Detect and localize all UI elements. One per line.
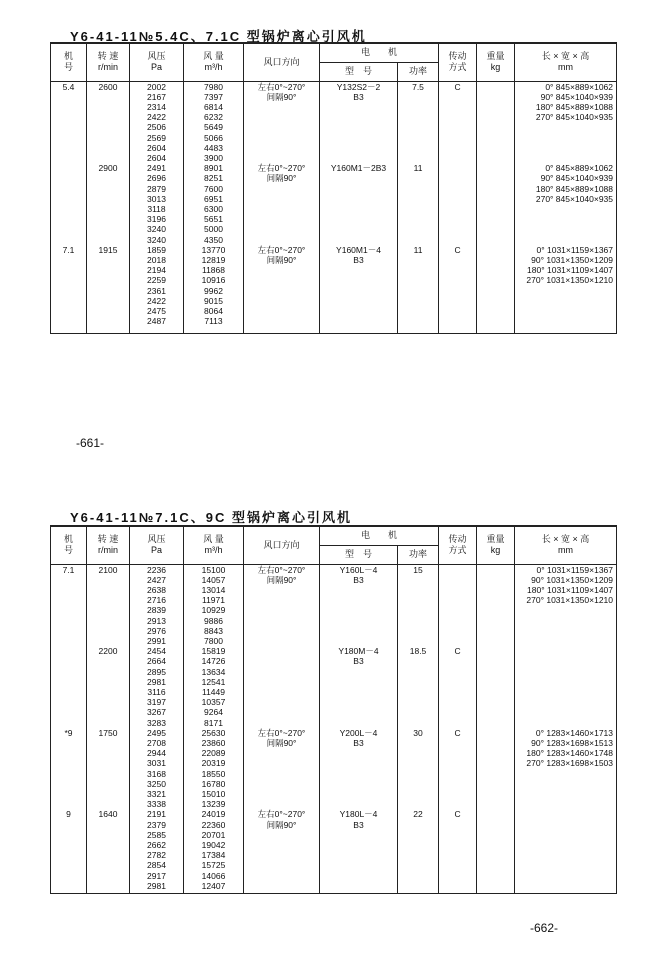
pressure-cell — [130, 809, 184, 894]
pressure-value: 2976 — [147, 625, 166, 636]
direction-cell — [244, 163, 320, 245]
pressure-value: 2839 — [147, 605, 166, 616]
pressure-value: 2895 — [147, 666, 166, 677]
drive-value: C — [454, 81, 461, 92]
motor-model: B3 — [353, 737, 364, 748]
pressure-value: 2604 — [147, 152, 166, 163]
pressure-value: 2422 — [147, 112, 166, 123]
pressure-value: 3283 — [147, 717, 166, 728]
flow-value: 7980 — [204, 81, 223, 92]
pressure-value: 2585 — [147, 829, 166, 840]
machine-no-cell — [51, 163, 87, 245]
pressure-value: 2981 — [147, 676, 166, 687]
flow-value: 4483 — [204, 142, 223, 153]
pressure-value: 2708 — [147, 737, 166, 748]
pressure-value: 2475 — [147, 305, 166, 316]
pressure-value: 2167 — [147, 91, 166, 102]
dims-value: 90° 845×1040×939 — [540, 91, 614, 102]
header-motor-model: 型 号 — [320, 62, 398, 81]
flow-value: 11971 — [201, 595, 225, 606]
dims-value: 270° 845×1040×935 — [535, 193, 614, 204]
motor-model-cell — [320, 564, 398, 646]
speed-cell — [87, 728, 130, 810]
pressure-value: 3250 — [147, 778, 166, 789]
dims-value: 180° 1283×1460×1748 — [526, 748, 614, 759]
dims-value: 270° 1031×1350×1210 — [526, 275, 614, 286]
motor-power-cell — [398, 245, 439, 334]
motor-power: 7.5 — [412, 81, 424, 92]
pressure-value: 2716 — [147, 595, 166, 606]
flow-cell — [184, 809, 244, 894]
pressure-value: 2236 — [147, 564, 166, 575]
pressure-value: 2314 — [147, 101, 166, 112]
pressure-cell — [130, 81, 184, 163]
direction-text: 间隔90° — [266, 91, 297, 102]
motor-power: 11 — [413, 163, 423, 174]
direction-text: 间隔90° — [266, 574, 297, 585]
table-row — [51, 245, 617, 334]
flow-value: 14057 — [201, 574, 226, 585]
pressure-value: 3116 — [147, 686, 166, 697]
motor-model: Y160M1－4 — [336, 244, 381, 255]
pressure-value: 3240 — [147, 224, 166, 235]
flow-value: 10357 — [201, 697, 226, 708]
header-weight: 重量 kg — [477, 43, 515, 81]
flow-value: 10916 — [201, 275, 226, 286]
pressure-value: 2002 — [147, 81, 166, 92]
header-direction: 风口方向 — [244, 43, 320, 81]
machine-no: 7.1 — [62, 244, 75, 255]
header-flow: 风 量 m³/h — [184, 526, 244, 564]
flow-value: 6232 — [204, 112, 223, 123]
dims-cell — [515, 809, 617, 894]
motor-model: Y180M－4 — [338, 646, 379, 657]
flow-value: 23860 — [201, 737, 226, 748]
pressure-value: 3240 — [147, 234, 166, 245]
speed-cell — [87, 163, 130, 245]
pressure-value: 2664 — [147, 656, 166, 667]
motor-power: 18.5 — [409, 646, 427, 657]
drive-cell — [439, 564, 477, 646]
dims-value: 0° 845×889×1062 — [545, 163, 614, 174]
flow-value: 13239 — [201, 799, 226, 810]
dims-value: 0° 1031×1159×1367 — [536, 244, 614, 255]
motor-model: B3 — [353, 91, 364, 102]
flow-value: 7113 — [204, 316, 223, 327]
direction-text: 间隔90° — [266, 254, 297, 265]
motor-model-cell — [320, 646, 398, 728]
pressure-value: 2454 — [147, 646, 166, 657]
motor-model: B3 — [353, 656, 364, 667]
motor-model-cell — [320, 245, 398, 334]
flow-value: 20319 — [201, 758, 226, 769]
page-number-662: -662- — [530, 921, 559, 935]
dims-value: 0° 1283×1460×1713 — [535, 727, 614, 738]
motor-power: 22 — [413, 809, 423, 820]
pressure-value: 2917 — [147, 870, 166, 881]
flow-value: 8064 — [204, 305, 223, 316]
flow-value: 9886 — [204, 615, 223, 626]
pressure-cell — [130, 728, 184, 810]
dims-cell — [515, 245, 617, 334]
table-row — [51, 728, 617, 810]
table1-title: Y6-41-11№5.4C、7.1C 型锅炉离心引风机 — [70, 29, 367, 44]
motor-model: Y160L－4 — [339, 564, 378, 575]
dims-cell — [515, 163, 617, 245]
direction-text: 左右0°~270° — [257, 163, 306, 174]
pressure-value: 2638 — [147, 584, 166, 595]
motor-model-cell — [320, 163, 398, 245]
drive-cell — [439, 646, 477, 728]
page-number-661: -661- — [76, 436, 105, 450]
motor-model: Y200L－4 — [339, 727, 378, 738]
motor-model-cell — [320, 81, 398, 163]
pressure-value: 2259 — [147, 275, 166, 286]
drive-value: C — [454, 244, 461, 255]
pressure-value: 2361 — [147, 285, 166, 296]
dims-value: 270° 845×1040×935 — [535, 112, 614, 123]
motor-power: 15 — [413, 564, 423, 575]
motor-model-cell — [320, 809, 398, 894]
dims-cell — [515, 646, 617, 728]
flow-value: 11868 — [201, 265, 225, 276]
direction-text: 左右0°~270° — [257, 81, 306, 92]
flow-cell — [184, 81, 244, 163]
flow-value: 4350 — [204, 234, 223, 245]
flow-value: 14066 — [201, 870, 226, 881]
table-row — [51, 809, 617, 894]
pressure-value: 2506 — [147, 122, 166, 133]
header-direction: 风口方向 — [244, 526, 320, 564]
dims-cell — [515, 564, 617, 646]
table-row — [51, 81, 617, 163]
flow-value: 13014 — [201, 584, 226, 595]
drive-cell — [439, 163, 477, 245]
dims-value: 90° 1031×1350×1209 — [531, 574, 614, 585]
table-row — [51, 564, 617, 646]
direction-cell — [244, 564, 320, 646]
weight-cell — [477, 646, 515, 728]
pressure-value: 2879 — [147, 183, 166, 194]
pressure-value: 2696 — [147, 173, 166, 184]
speed-value: 1915 — [98, 244, 118, 255]
flow-value: 5066 — [204, 132, 223, 143]
header-pressure: 风压 Pa — [130, 43, 184, 81]
pressure-value: 2422 — [147, 295, 166, 306]
flow-value: 11449 — [201, 686, 225, 697]
motor-power-cell — [398, 163, 439, 245]
flow-value: 17384 — [201, 850, 226, 861]
machine-no: 7.1 — [62, 564, 75, 575]
dims-value: 0° 845×889×1062 — [545, 81, 614, 92]
flow-value: 13770 — [201, 244, 226, 255]
dims-value: 0° 1031×1159×1367 — [536, 564, 614, 575]
pressure-value: 1859 — [147, 244, 166, 255]
pressure-value: 2944 — [147, 748, 166, 759]
machine-no-cell — [51, 245, 87, 334]
drive-value: C — [454, 646, 461, 657]
flow-value: 7600 — [204, 183, 223, 194]
speed-value: 2600 — [98, 81, 118, 92]
motor-power: 11 — [413, 244, 423, 255]
pressure-value: 2854 — [147, 860, 166, 871]
flow-value: 20701 — [201, 829, 226, 840]
flow-value: 6814 — [204, 101, 223, 112]
dims-value: 180° 845×889×1088 — [535, 101, 614, 112]
dims-cell — [515, 728, 617, 810]
table-row — [51, 163, 617, 245]
motor-model: Y132S2－2 — [336, 81, 381, 92]
motor-power-cell — [398, 809, 439, 894]
flow-value: 8171 — [204, 717, 223, 728]
pressure-value: 3321 — [147, 788, 166, 799]
table2 — [50, 525, 617, 894]
pressure-value: 2194 — [147, 265, 166, 276]
flow-value: 14726 — [201, 656, 226, 667]
header-drive: 传动 方式 — [439, 43, 477, 81]
motor-model: B3 — [353, 574, 364, 585]
flow-value: 15819 — [201, 646, 226, 657]
flow-value: 9962 — [204, 285, 223, 296]
motor-model-cell — [320, 728, 398, 810]
direction-text: 间隔90° — [266, 173, 297, 184]
direction-text: 左右0°~270° — [257, 564, 306, 575]
motor-model: B3 — [353, 819, 364, 830]
flow-value: 8251 — [204, 173, 223, 184]
header-motor: 电 机 — [320, 43, 439, 62]
flow-cell — [184, 646, 244, 728]
flow-value: 13634 — [201, 666, 226, 677]
pressure-cell — [130, 163, 184, 245]
flow-value: 25630 — [201, 727, 226, 738]
motor-power-cell — [398, 646, 439, 728]
pressure-value: 2379 — [147, 819, 166, 830]
dims-value: 270° 1031×1350×1210 — [526, 595, 614, 606]
flow-value: 9264 — [204, 707, 223, 718]
weight-cell — [477, 809, 515, 894]
direction-text: 左右0°~270° — [257, 727, 306, 738]
motor-model: Y180L－4 — [339, 809, 378, 820]
flow-cell — [184, 728, 244, 810]
speed-value: 2100 — [98, 564, 118, 575]
pressure-value: 3168 — [147, 768, 166, 779]
drive-cell — [439, 81, 477, 163]
flow-value: 24019 — [201, 809, 226, 820]
pressure-value: 3196 — [147, 214, 166, 225]
machine-no: 9 — [66, 809, 71, 820]
pressure-value: 2981 — [147, 880, 166, 891]
machine-no-cell — [51, 728, 87, 810]
flow-value: 6951 — [204, 193, 223, 204]
machine-no-cell — [51, 81, 87, 163]
pressure-cell — [130, 245, 184, 334]
dims-value: 90° 1031×1350×1209 — [531, 254, 614, 265]
flow-value: 5649 — [204, 122, 223, 133]
machine-no: 5.4 — [62, 81, 75, 92]
drive-value: C — [454, 809, 461, 820]
header-motor: 电 机 — [320, 526, 439, 545]
flow-value: 5000 — [204, 224, 223, 235]
header-dims: 长 × 宽 × 高 mm — [515, 43, 617, 81]
speed-cell — [87, 564, 130, 646]
speed-cell — [87, 646, 130, 728]
pressure-value: 2427 — [147, 574, 166, 585]
flow-value: 5651 — [204, 214, 223, 225]
motor-power-cell — [398, 728, 439, 810]
direction-cell — [244, 646, 320, 728]
header-speed: 转 速 r/min — [87, 43, 130, 81]
drive-cell — [439, 728, 477, 810]
drive-cell — [439, 245, 477, 334]
dims-value: 90° 1283×1698×1513 — [531, 737, 614, 748]
flow-value: 3900 — [204, 152, 223, 163]
flow-value: 15100 — [201, 564, 226, 575]
direction-cell — [244, 809, 320, 894]
flow-value: 6300 — [204, 203, 223, 214]
motor-model: Y160M1－2B3 — [330, 163, 387, 174]
header-dims: 长 × 宽 × 高 mm — [515, 526, 617, 564]
header-motor-model: 型 号 — [320, 545, 398, 564]
pressure-value: 2018 — [147, 254, 166, 265]
flow-cell — [184, 245, 244, 334]
pressure-value: 2491 — [147, 163, 166, 174]
speed-value: 1640 — [98, 809, 118, 820]
machine-no-cell — [51, 646, 87, 728]
dims-value: 90° 845×1040×939 — [540, 173, 614, 184]
flow-cell — [184, 564, 244, 646]
header-flow: 风 量 m³/h — [184, 43, 244, 81]
pressure-value: 2569 — [147, 132, 166, 143]
pressure-value: 3267 — [147, 707, 166, 718]
speed-value: 2900 — [98, 163, 118, 174]
weight-cell — [477, 728, 515, 810]
pressure-value: 3118 — [147, 203, 166, 214]
direction-cell — [244, 245, 320, 334]
direction-text: 左右0°~270° — [257, 244, 306, 255]
weight-cell — [477, 81, 515, 163]
flow-value: 12407 — [201, 880, 226, 891]
direction-cell — [244, 81, 320, 163]
header-drive: 传动 方式 — [439, 526, 477, 564]
pressure-value: 3338 — [147, 799, 166, 810]
weight-cell — [477, 245, 515, 334]
header-machine-no: 机 号 — [51, 43, 87, 81]
dims-value: 270° 1283×1698×1503 — [526, 758, 614, 769]
pressure-value: 2913 — [147, 615, 166, 626]
pressure-value: 2495 — [147, 727, 166, 738]
weight-cell — [477, 564, 515, 646]
machine-no: *9 — [64, 727, 73, 738]
weight-cell — [477, 163, 515, 245]
header-weight: 重量 kg — [477, 526, 515, 564]
direction-text: 间隔90° — [266, 737, 297, 748]
pressure-cell — [130, 564, 184, 646]
speed-cell — [87, 245, 130, 334]
flow-value: 12541 — [201, 676, 226, 687]
header-speed: 转 速 r/min — [87, 526, 130, 564]
flow-value: 18550 — [201, 768, 226, 779]
motor-model: B3 — [353, 254, 364, 265]
header-motor-power: 功率 — [398, 62, 439, 81]
flow-value: 8901 — [204, 163, 223, 174]
drive-value: C — [454, 727, 461, 738]
speed-cell — [87, 81, 130, 163]
pressure-value: 2604 — [147, 142, 166, 153]
table1 — [50, 42, 617, 334]
motor-power-cell — [398, 564, 439, 646]
dims-cell — [515, 81, 617, 163]
direction-text: 左右0°~270° — [257, 809, 306, 820]
flow-value: 16780 — [201, 778, 226, 789]
pressure-value: 2782 — [147, 850, 166, 861]
dims-value: 180° 845×889×1088 — [535, 183, 614, 194]
motor-power-cell — [398, 81, 439, 163]
flow-value: 22089 — [201, 748, 226, 759]
dims-value: 180° 1031×1109×1407 — [527, 584, 614, 595]
flow-value: 15725 — [201, 860, 226, 871]
machine-no-cell — [51, 809, 87, 894]
pressure-value: 2191 — [147, 809, 166, 820]
flow-cell — [184, 163, 244, 245]
speed-value: 2200 — [98, 646, 118, 657]
pressure-value: 2662 — [147, 839, 166, 850]
pressure-value: 3013 — [147, 193, 166, 204]
speed-cell — [87, 809, 130, 894]
direction-text: 间隔90° — [266, 819, 297, 830]
flow-value: 7397 — [204, 91, 223, 102]
drive-cell — [439, 809, 477, 894]
header-machine-no: 机 号 — [51, 526, 87, 564]
flow-value: 19042 — [201, 839, 226, 850]
pressure-value: 2487 — [147, 316, 166, 327]
pressure-cell — [130, 646, 184, 728]
flow-value: 10929 — [201, 605, 226, 616]
pressure-value: 2991 — [147, 635, 166, 646]
table-row — [51, 646, 617, 728]
flow-value: 12819 — [201, 254, 226, 265]
direction-cell — [244, 728, 320, 810]
flow-value: 15010 — [201, 788, 226, 799]
pressure-value: 3031 — [147, 758, 166, 769]
flow-value: 8843 — [204, 625, 223, 636]
header-motor-power: 功率 — [398, 545, 439, 564]
flow-value: 9015 — [204, 295, 223, 306]
pressure-value: 3197 — [147, 697, 166, 708]
flow-value: 22360 — [201, 819, 226, 830]
motor-power: 30 — [413, 727, 423, 738]
header-pressure: 风压 Pa — [130, 526, 184, 564]
machine-no-cell — [51, 564, 87, 646]
speed-value: 1750 — [98, 727, 118, 738]
flow-value: 7800 — [204, 635, 223, 646]
dims-value: 180° 1031×1109×1407 — [527, 265, 614, 276]
table2-title: Y6-41-11№7.1C、9C 型锅炉离心引风机 — [70, 510, 352, 525]
